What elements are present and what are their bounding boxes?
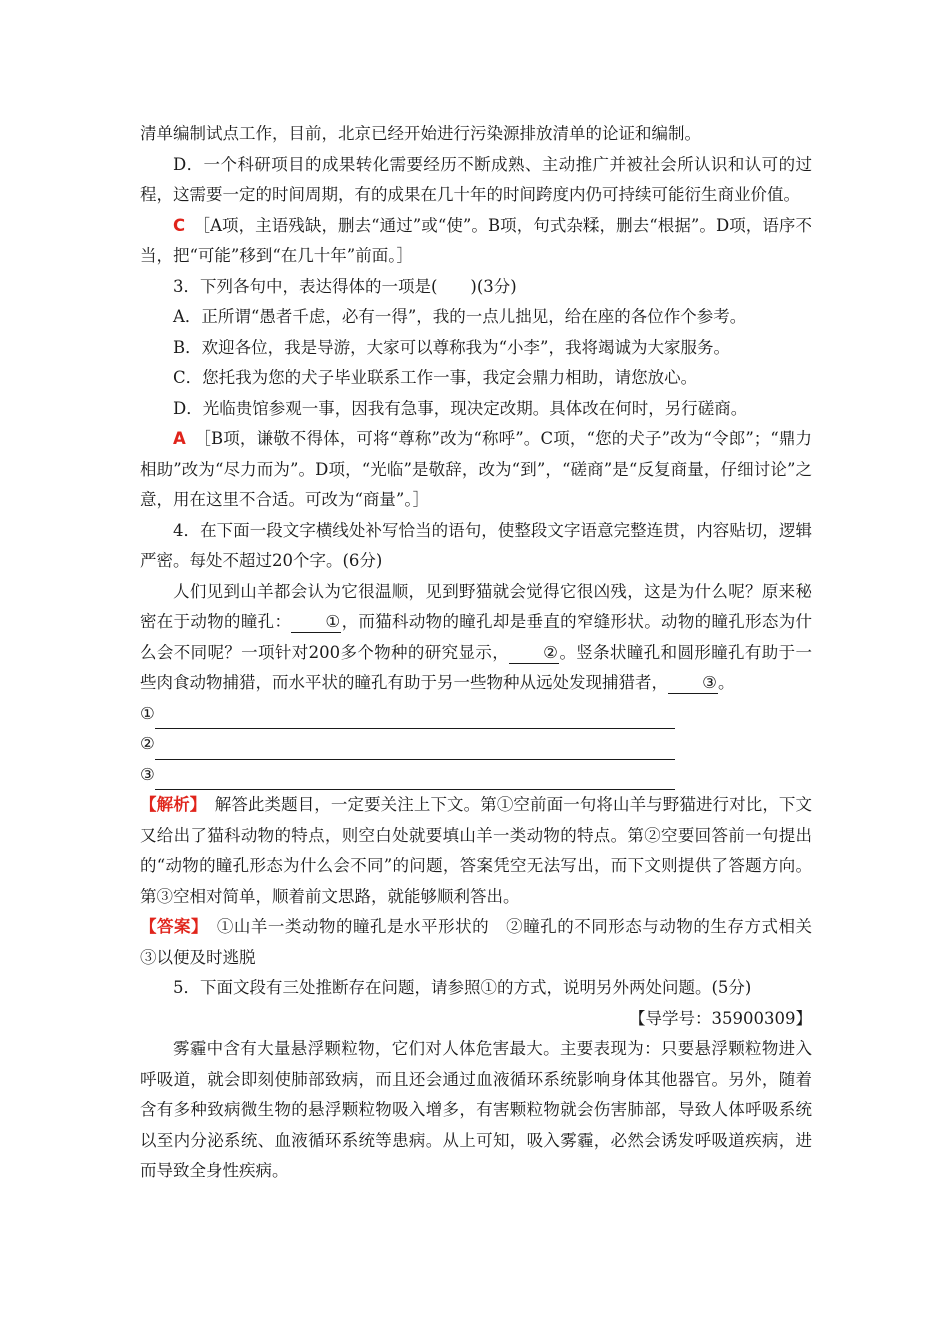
analysis-text: 解答此类题目，一定要关注上下文。第①空前面一句将山羊与野猫进行对比，下文又给出了猫科动物的特点，则空白处就要填山羊一类动物的特点。第②空要回答前一句提出的“动物的瞳孔形态为什么会不同”的问题，答案凭空无法写出，而下文则提供了答题方向。第③空相对简单，顺着前文思路，就能够顺利答出。 <box>140 795 812 906</box>
q4-passage <box>140 577 812 699</box>
q3-stem: 3．下列各句中，表达得体的一项是( )(3分) <box>173 276 517 296</box>
answer-line-rule-3 <box>155 767 675 790</box>
answer-text: ①山羊一类动物的瞳孔是水平形状的 ②瞳孔的不同形态与动物的生存方式相关 ③以便及时逃脱 <box>140 917 829 967</box>
q3-answer <box>140 424 812 516</box>
answer-line-3 <box>140 760 812 791</box>
document-content <box>140 119 829 1187</box>
q3-option-d: D．光临贵馆参观一事，因我有急事，现决定改期。具体改在何时，另行磋商。 <box>173 398 748 418</box>
q4-answer <box>140 912 829 973</box>
q5-passage: 雾霾中含有大量悬浮颗粒物，它们对人体危害最大。主要表现为：只要悬浮颗粒物进入呼吸道，就会即刻使肺部致病，而且还会通过血液循环系统影响身体其他器官。另外，随着含有多种致病微生物的悬浮颗粒物吸入增多，有害颗粒物就会伤害肺部，导致人体呼吸系统以至内分泌系统、血液循环系统等患病。从上可知，吸入雾霾，必然会诱发呼吸道疾病，进而导致全身性疾病。 <box>140 1039 812 1180</box>
q4-passage-part3: 。竖条状瞳孔和圆形瞳孔有助于一些肉食动物捕猎，而水平状的瞳孔有助于另一些物种从远处发现捕猎者， <box>140 642 812 692</box>
q3-option-b: B．欢迎各位，我是导游，大家可以尊称我为“小李”，我将竭诚为大家服务。 <box>173 337 730 357</box>
answer-line-label-1: ① <box>140 703 155 723</box>
answer-line-label-2: ② <box>140 734 155 753</box>
q5-stem: 5．下面文段有三处推断存在问题，请参照①的方式，说明另外两处问题。(5分) <box>173 978 752 997</box>
q2-answer <box>140 211 812 272</box>
q3-answer-letter: A <box>173 429 186 448</box>
q2-option-d: D．一个科研项目的成果转化需要经历不断成熟、主动推广并被社会所认识和认可的过程，这需要一定的时间周期，有的成果在几十年的时间跨度内仍可持续可能衍生商业价值。 <box>140 154 812 204</box>
q4-blank-1: ① <box>291 612 341 633</box>
q4-analysis <box>140 790 812 912</box>
q4-passage-part1: 人们见到山羊都会认为它很温顺，见到野猫就会觉得它很凶残，这是为什么呢？原来秘密在于动物的瞳孔： <box>140 581 812 631</box>
answer-line-rule-1 <box>155 706 675 729</box>
answer-line-2 <box>140 729 812 760</box>
q4-passage-part2: ，而猫科动物的瞳孔却是垂直的窄缝形状。动物的瞳孔形态为什么会不同呢？一项针对200多个物种的研究显示， <box>140 612 813 662</box>
q4-blank-2: ② <box>509 643 559 664</box>
q4-passage-part4: 。 <box>718 673 735 692</box>
answer-line-1 <box>140 699 812 730</box>
answer-line-label-3: ③ <box>140 764 155 784</box>
q3-answer-text: ［B项，谦敬不得体，可将“尊称”改为“称呼”。C项，“您的犬子”改为“令郎”；“鼎力相助”改为“尽力而为”。D项，“光临”是敬辞，改为“到”，“磋商”是“反复商量，仔细讨论”之意，用在这里不合适。可改为“商量”。］ <box>140 429 813 509</box>
intro-continuation: 清单编制试点工作，目前，北京已经开始进行污染源排放清单的论证和编制。 <box>140 124 701 143</box>
q2-answer-text: ［A项，主语残缺，删去“通过”或“使”。B项，句式杂糅，删去“根据”。D项，语序不当，把“可能”移到“在几十年”前面。］ <box>140 215 813 265</box>
q4-stem: 4．在下面一段文字横线处补写恰当的语句，使整段文字语意完整连贯，内容贴切，逻辑严密。每处不超过20个字。(6分) <box>140 520 812 570</box>
answer-line-rule-2 <box>155 737 675 760</box>
q2-answer-letter: C <box>173 215 186 235</box>
q4-blank-3: ③ <box>668 673 718 694</box>
q3-option-a: A．正所谓“愚者千虑，必有一得”，我的一点儿拙见，给在座的各位作个参考。 <box>173 307 747 326</box>
q5-guide-number: 【导学号：35900309】 <box>629 1008 812 1028</box>
analysis-tag: 【解析】 <box>140 795 199 814</box>
q3-option-c: C．您托我为您的犬子毕业联系工作一事，我定会鼎力相助，请您放心。 <box>173 368 698 387</box>
answer-tag: 【答案】 <box>140 917 200 936</box>
